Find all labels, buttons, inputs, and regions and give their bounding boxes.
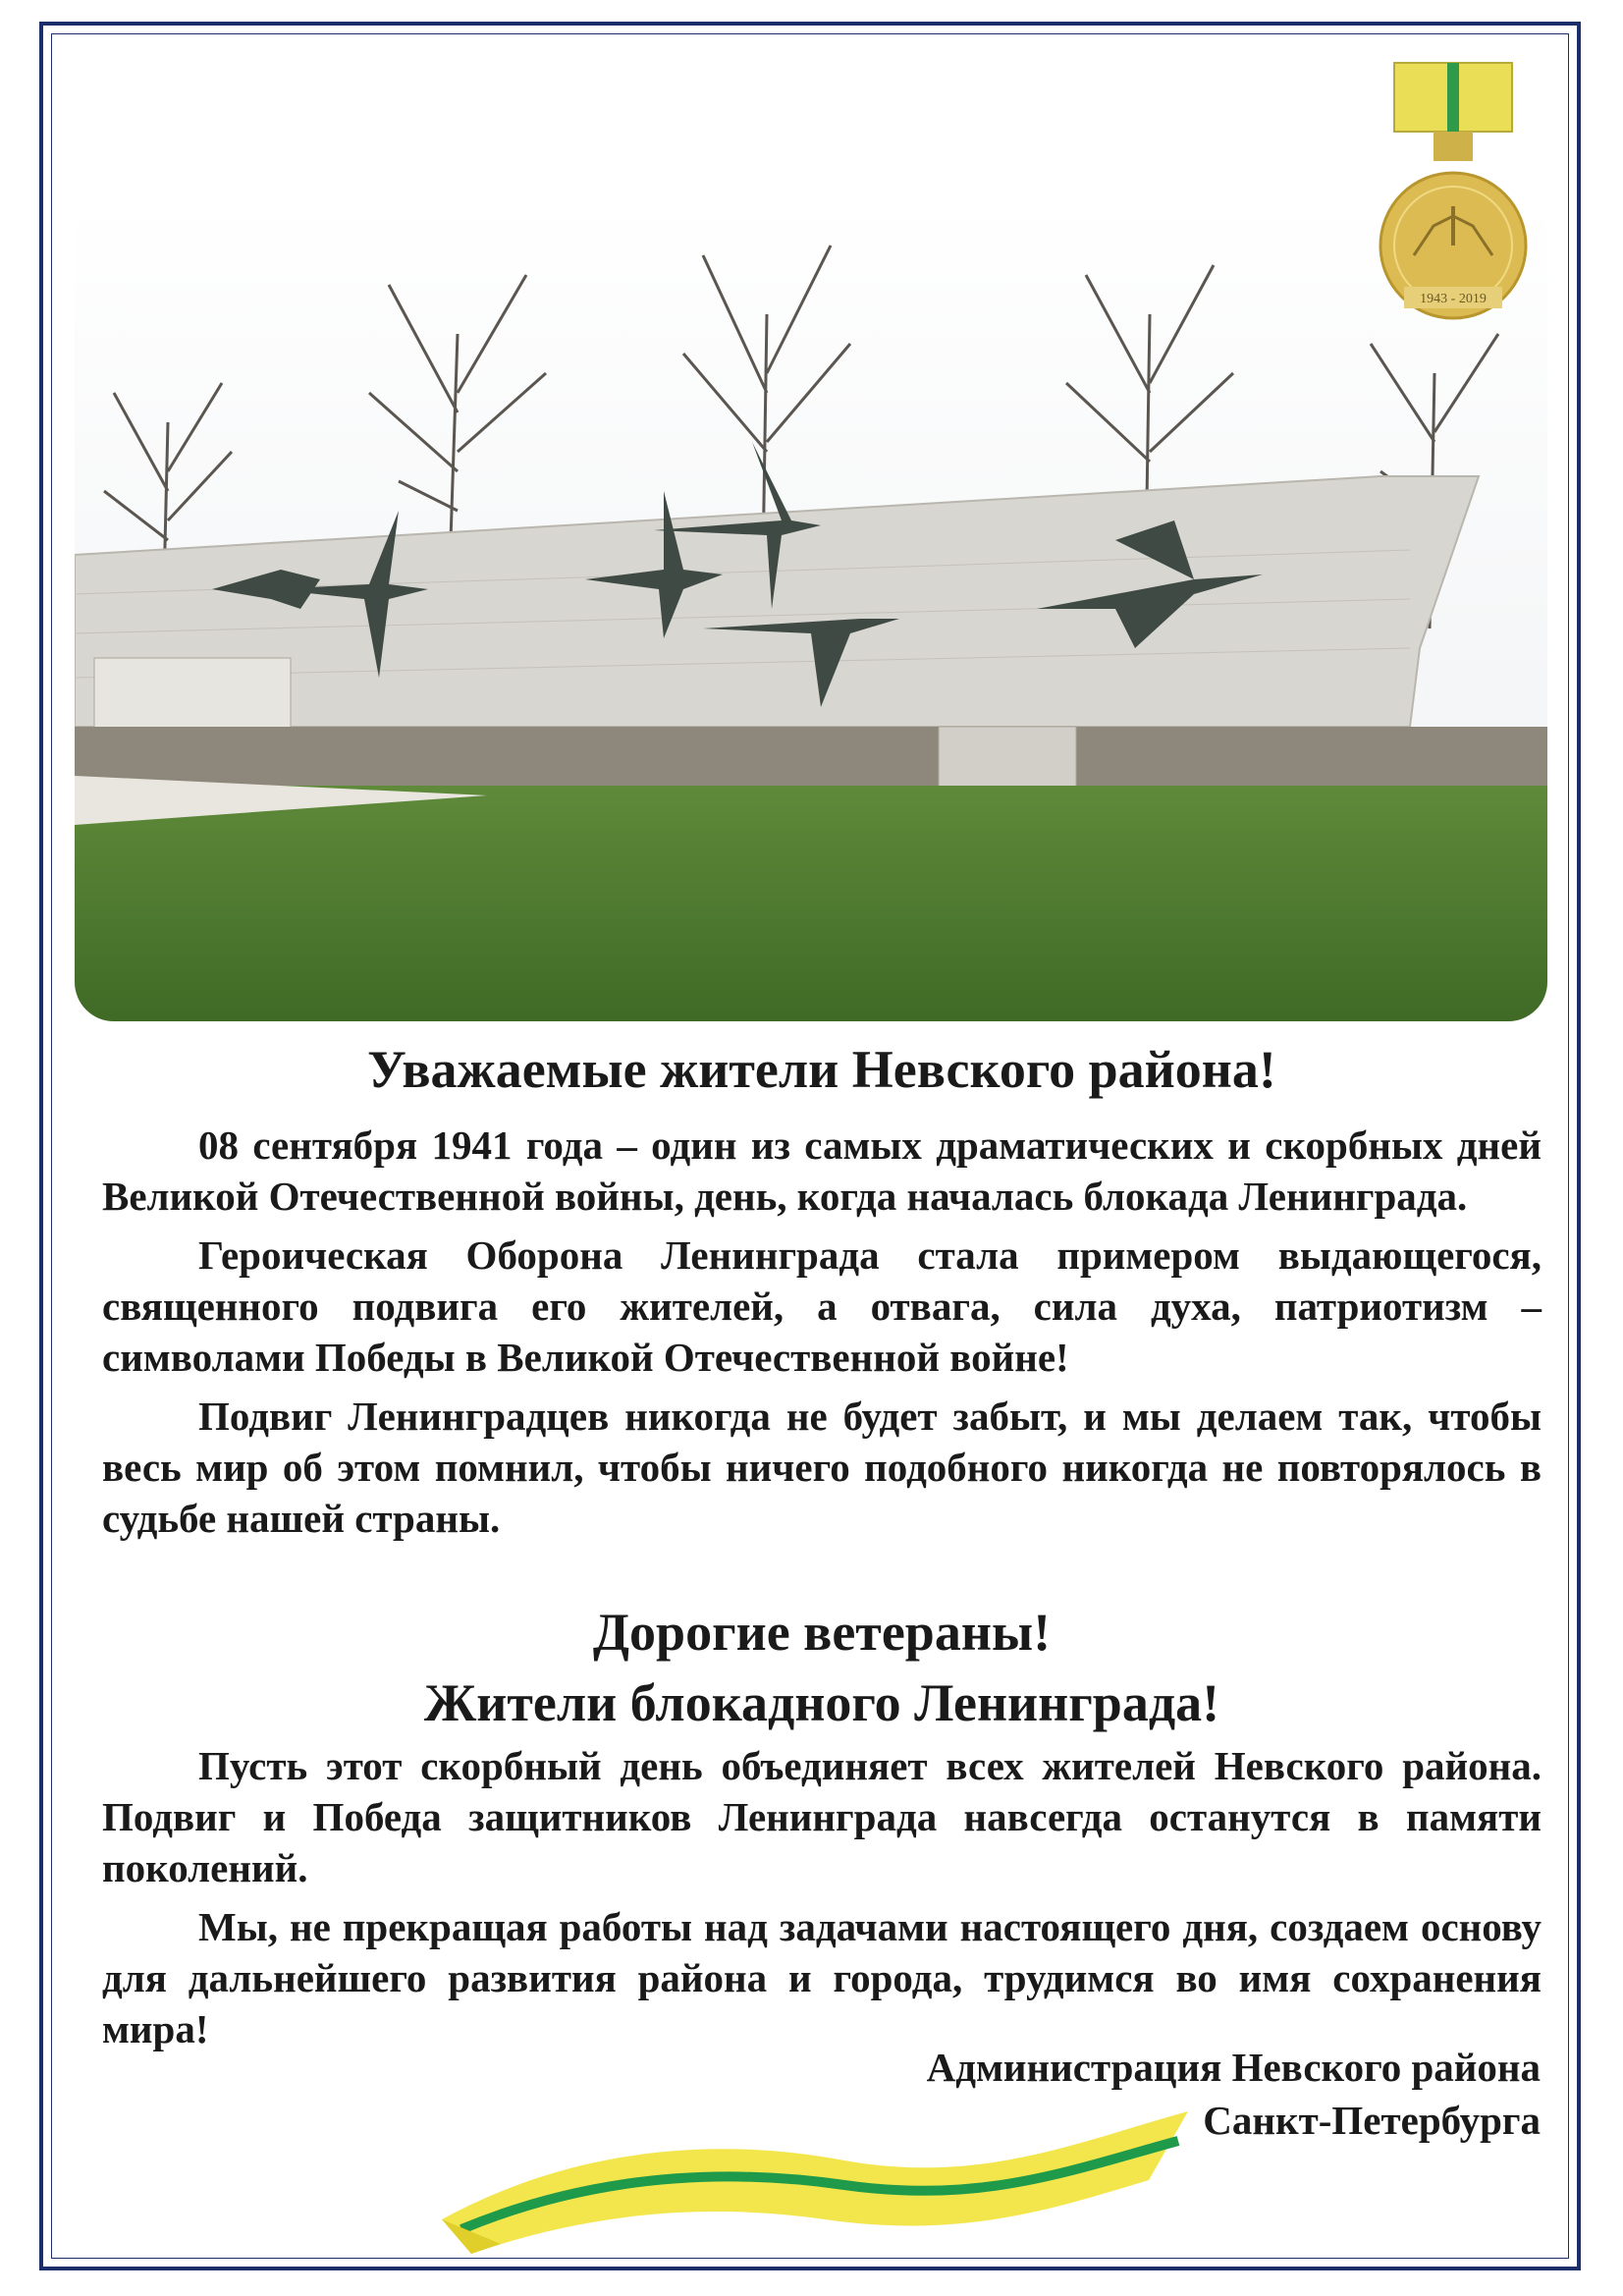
signature bbox=[927, 2041, 1541, 2147]
paragraph-heroic-defense: Героическая Оборона Ленинграда стала примером выдающегося, священного подвига его жителей, а отвага, сила духа, патриотизм – символами Победы в Великой Отечественной войне! bbox=[102, 1232, 1542, 1380]
memorial-illustration bbox=[75, 196, 1547, 1021]
medal-icon bbox=[1375, 59, 1532, 344]
paragraph-blockade-start: 08 сентября 1941 года – один из самых драматических и скорбных дней Великой Отечественной войны, день, когда началась блокада Ленинграда. bbox=[102, 1122, 1542, 1219]
top-paragraphs bbox=[102, 1120, 1542, 1544]
greeting-heading: Уважаемые жители Невского района! bbox=[367, 1040, 1276, 1099]
lawn bbox=[75, 786, 1547, 1021]
subheading-veterans: Дорогие ветераны! bbox=[592, 1603, 1052, 1662]
subheading-residents: Жители блокадного Ленинграда! bbox=[423, 1673, 1220, 1732]
paragraph-work: Мы, не прекращая работы над задачами настоящего дня, создаем основу для дальнейшего развития района и города, трудимся во имя сохранения мира! bbox=[102, 1904, 1542, 2051]
paragraph-never-forget: Подвиг Ленинградцев никогда не будет забыт, и мы делаем так, чтобы весь мир об этом помнил, чтобы ничего подобного никогда не повторялось в судьбе нашей страны. bbox=[102, 1394, 1542, 1541]
signature-line-1: Администрация Невского района bbox=[926, 2045, 1541, 2090]
bottom-paragraphs bbox=[102, 1740, 1542, 2054]
paragraph-unite: Пусть этот скорбный день объединяет всех жителей Невского района. Подвиг и Победа защитников Ленинграда навсегда останутся в памяти поколений. bbox=[102, 1743, 1542, 1890]
medal-years: 1943 - 2019 bbox=[1420, 292, 1487, 306]
signature-line-2: Санкт-Петербурга bbox=[1203, 2098, 1541, 2143]
memorial-photo bbox=[75, 196, 1547, 1021]
stone-base bbox=[75, 727, 1547, 786]
